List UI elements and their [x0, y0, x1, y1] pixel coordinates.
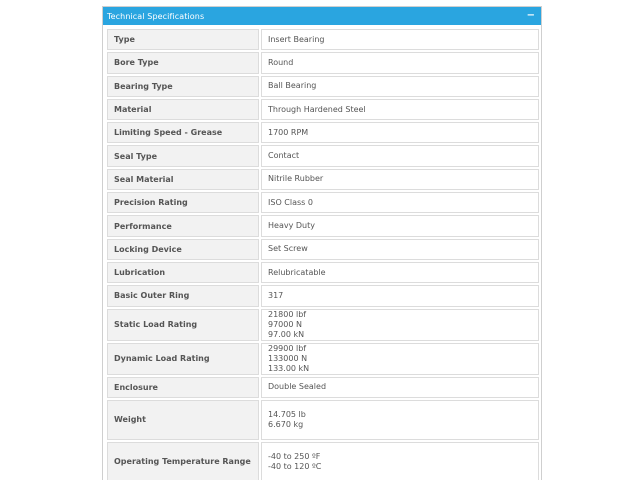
spec-value-line: 29900 lbf [268, 343, 307, 353]
spec-value [261, 377, 539, 398]
panel-header[interactable] [103, 7, 541, 25]
spec-value [261, 52, 539, 73]
spec-value-line: -40 to 250 ºF [268, 451, 321, 461]
spec-row [107, 145, 539, 166]
spec-value [261, 169, 539, 190]
spec-label: Lubrication [107, 262, 259, 283]
spec-value [261, 215, 539, 236]
spec-value-line: Nitrile Rubber [268, 174, 324, 184]
spec-value [261, 76, 539, 97]
spec-value [261, 122, 539, 143]
spec-value-line: Round [268, 57, 294, 67]
technical-specifications-panel [102, 6, 542, 480]
panel-title: Technical Specifications [107, 11, 205, 21]
spec-label: Basic Outer Ring [107, 285, 259, 306]
spec-value [261, 239, 539, 260]
spec-label: Seal Type [107, 145, 259, 166]
spec-value-line: 317 [268, 290, 284, 300]
spec-value-line: 97.00 kN [268, 329, 305, 339]
spec-row [107, 285, 539, 306]
spec-label: Precision Rating [107, 192, 259, 213]
spec-value-line: -40 to 120 ºC [268, 461, 322, 471]
spec-table-body [107, 29, 539, 480]
spec-value-line: 97000 N [268, 319, 302, 329]
spec-value-line: Through Hardened Steel [268, 104, 366, 114]
spec-row [107, 52, 539, 73]
spec-row [107, 29, 539, 50]
spec-row [107, 215, 539, 236]
spec-value [261, 29, 539, 50]
spec-row [107, 76, 539, 97]
spec-label: Operating Temperature Range [107, 442, 259, 480]
spec-row [107, 192, 539, 213]
spec-value-line: Set Screw [268, 244, 308, 254]
spec-row [107, 377, 539, 398]
spec-label: Bore Type [107, 52, 259, 73]
spec-row [107, 442, 539, 480]
spec-label: Performance [107, 215, 259, 236]
spec-label: Seal Material [107, 169, 259, 190]
spec-label: Static Load Rating [107, 309, 259, 341]
spec-value [261, 343, 539, 375]
spec-row [107, 122, 539, 143]
spec-label: Enclosure [107, 377, 259, 398]
spec-value [261, 442, 539, 480]
spec-label: Limiting Speed - Grease [107, 122, 259, 143]
spec-value [261, 192, 539, 213]
spec-row [107, 239, 539, 260]
spec-value [261, 309, 539, 341]
spec-row [107, 262, 539, 283]
collapse-icon[interactable]: − [526, 10, 535, 21]
spec-value-line: 6.670 kg [268, 419, 304, 429]
spec-value-line: Contact [268, 151, 300, 161]
spec-value-line: ISO Class 0 [268, 197, 313, 207]
spec-value [261, 262, 539, 283]
spec-value-line: Heavy Duty [268, 221, 315, 231]
spec-value-line: 21800 lbf [268, 309, 307, 319]
spec-value-line: 14.705 lb [268, 409, 306, 419]
spec-label: Locking Device [107, 239, 259, 260]
spec-row [107, 343, 539, 375]
spec-value-line: Double Sealed [268, 382, 327, 392]
spec-label: Type [107, 29, 259, 50]
spec-row [107, 400, 539, 440]
spec-row [107, 169, 539, 190]
spec-value [261, 400, 539, 440]
spec-label: Weight [107, 400, 259, 440]
spec-value-line: Insert Bearing [268, 34, 325, 44]
spec-value-line: 133000 N [268, 353, 308, 363]
spec-row [107, 309, 539, 341]
spec-value [261, 99, 539, 120]
spec-value-line: 1700 RPM [268, 127, 309, 137]
spec-value [261, 285, 539, 306]
spec-value [261, 145, 539, 166]
spec-row [107, 99, 539, 120]
spec-label: Bearing Type [107, 76, 259, 97]
spec-value-line: Ball Bearing [268, 81, 317, 91]
spec-value-line: Relubricatable [268, 267, 326, 277]
spec-value-line: 133.00 kN [268, 363, 310, 373]
spec-label: Material [107, 99, 259, 120]
spec-label: Dynamic Load Rating [107, 343, 259, 375]
spec-table [105, 27, 541, 480]
